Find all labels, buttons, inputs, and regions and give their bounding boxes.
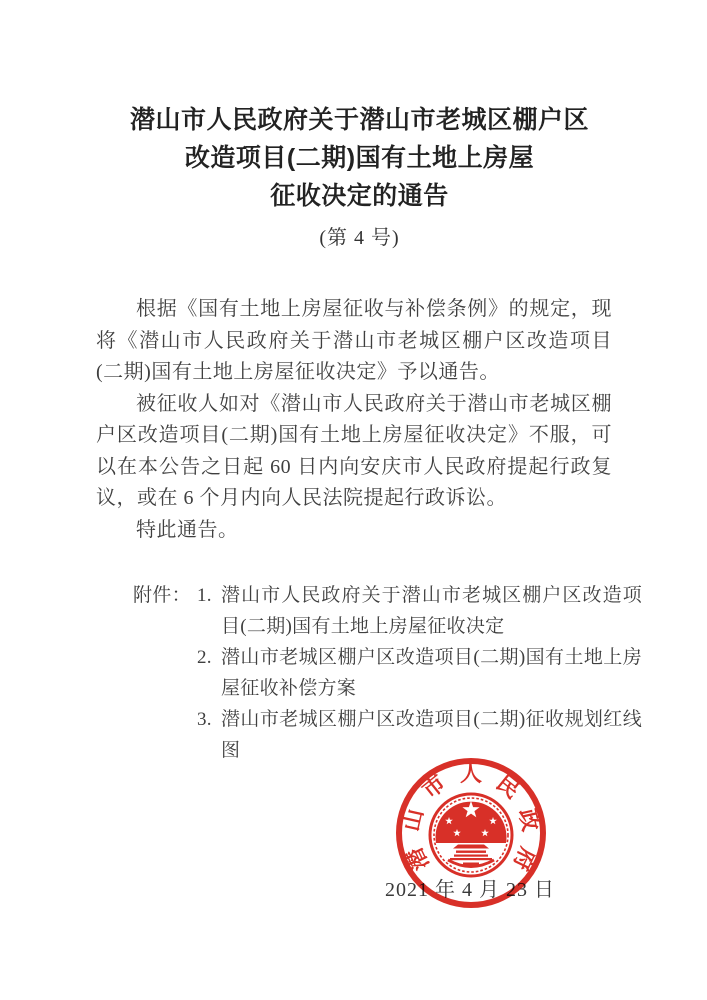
attachment-item xyxy=(197,580,642,642)
official-seal xyxy=(394,756,548,910)
document-title xyxy=(0,0,707,215)
seal-char: 市 xyxy=(417,769,451,804)
body-paragraph-3: 特此通告。 xyxy=(136,518,239,541)
seal-char: 府 xyxy=(508,843,541,875)
seal-char: 山 xyxy=(398,806,428,834)
attachments-list xyxy=(197,580,642,766)
title-line-3: 征收决定的通告 xyxy=(270,182,449,210)
title-line-1: 潜山市人民政府关于潜山市老城区棚户区 xyxy=(129,106,589,134)
seal-char: 政 xyxy=(514,806,544,834)
attachment-text: 潜山市老城区棚户区改造项目(二期)征收规划红线图 xyxy=(221,709,642,761)
issue-date: 2021 年 4 月 23 日 xyxy=(385,879,555,901)
attachments-section xyxy=(133,580,707,766)
attachment-number: 1. xyxy=(197,585,212,606)
seal-char: 潜 xyxy=(401,843,434,875)
attachment-number: 3. xyxy=(197,709,212,730)
body-paragraph-1: 根据《国有土地上房屋征收与补偿条例》的规定，现将《潜山市人民政府关于潜山市老城区棚户区改造项目(二期)国有土地上房屋征收决定》予以通告。 xyxy=(96,298,612,383)
notice-body xyxy=(96,294,612,546)
title-line-2: 改造项目(二期)国有土地上房屋 xyxy=(184,144,535,172)
body-paragraph-2: 被征收人如对《潜山市人民政府关于潜山市老城区棚户区改造项目(二期)国有土地上房屋征收决定》不服，可以在本公告之日起 60 日内向安庆市人民政府提起行政复议，或在 6 个月内向人民法院提起行政诉讼。 xyxy=(96,392,612,509)
seal-char: 人 xyxy=(459,761,483,786)
national-emblem-icon xyxy=(430,794,512,876)
attachment-text: 潜山市老城区棚户区改造项目(二期)国有土地上房屋征收补偿方案 xyxy=(221,647,642,699)
seal-char: 民 xyxy=(491,769,525,804)
gear-icon xyxy=(463,863,479,868)
attachments-label: 附件： xyxy=(133,585,191,606)
attachment-text: 潜山市人民政府关于潜山市老城区棚户区改造项目(二期)国有土地上房屋征收决定 xyxy=(221,585,642,637)
attachment-number: 2. xyxy=(197,647,212,668)
tiananmen-icon xyxy=(450,845,492,861)
document-number: (第 4 号) xyxy=(319,227,400,249)
attachment-item xyxy=(197,642,642,704)
